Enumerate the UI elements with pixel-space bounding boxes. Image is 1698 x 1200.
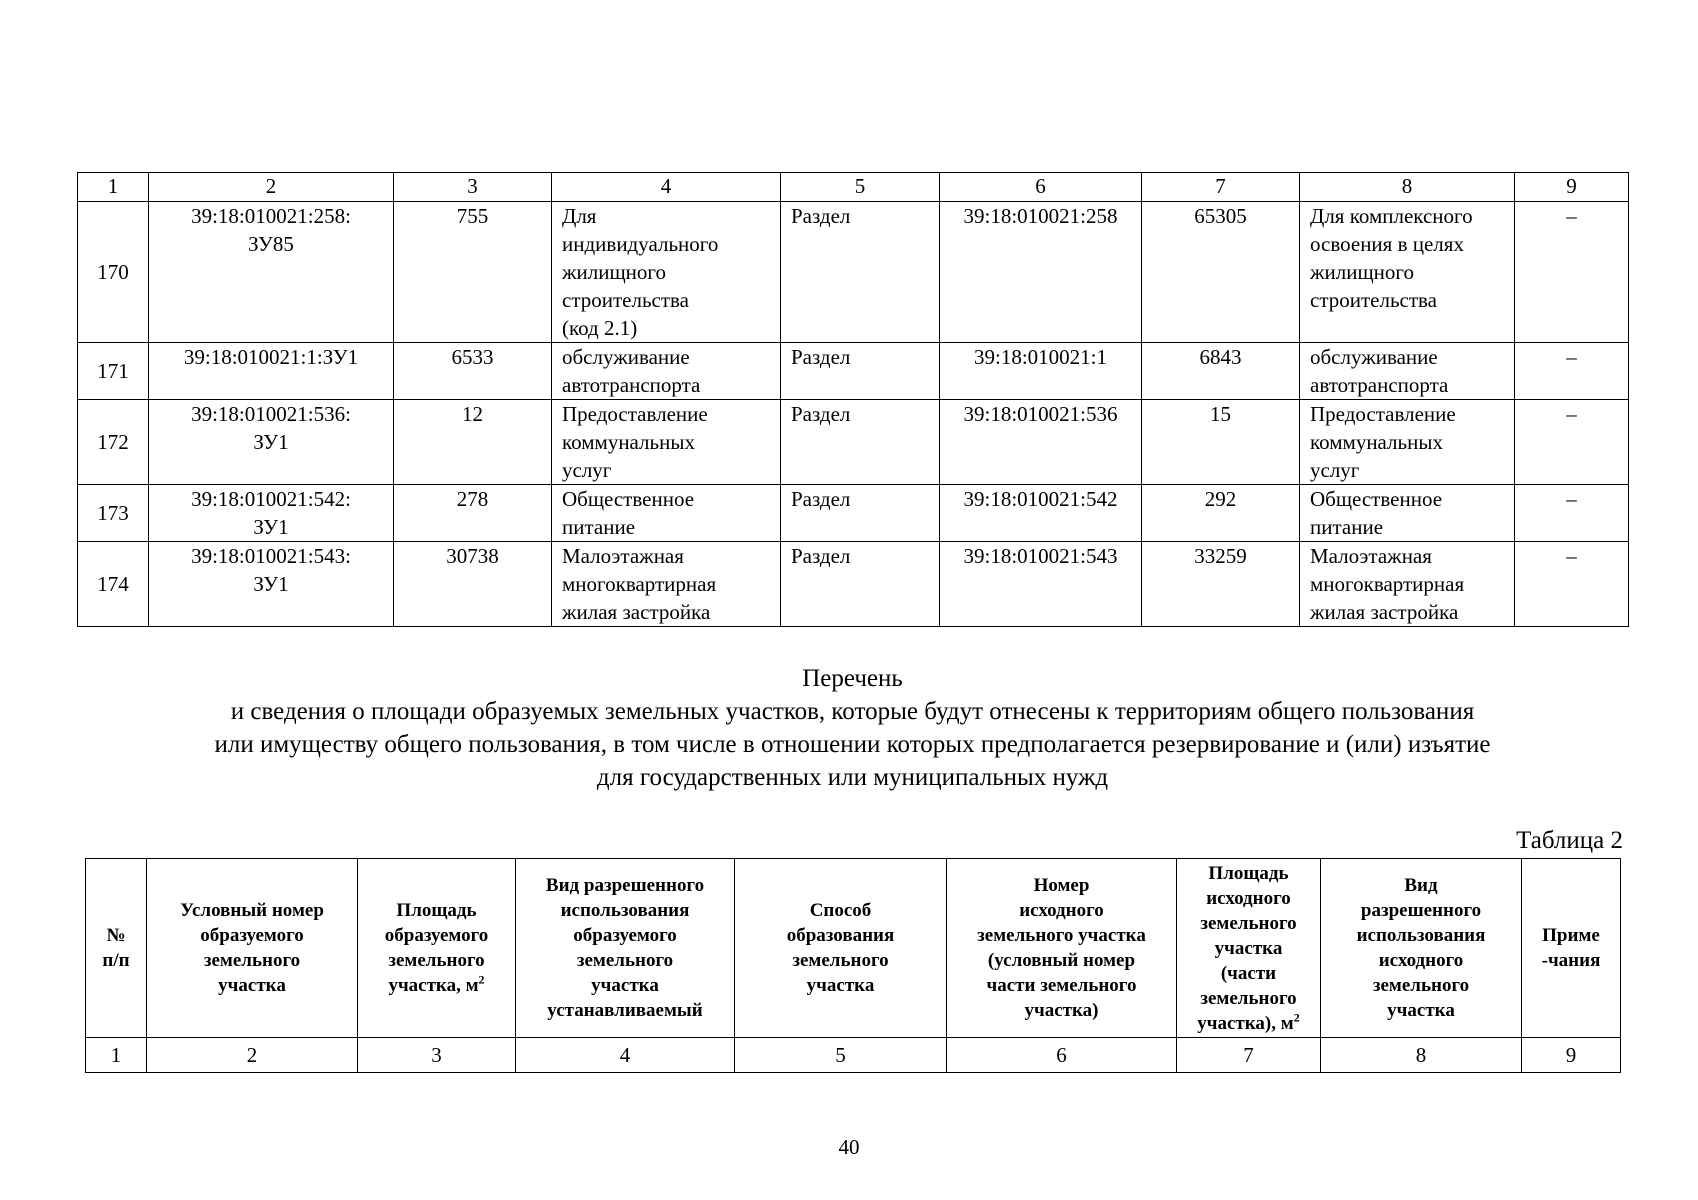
header-line (151, 898, 353, 923)
column-number: 6 (940, 173, 1142, 202)
cell-line: услуг (562, 458, 612, 482)
header-text: устанавливаемый (547, 1000, 703, 1021)
header-text: образования (786, 925, 895, 946)
header-text: Номер (1033, 875, 1090, 896)
header-line (1325, 873, 1517, 898)
column-number: 2 (147, 1038, 358, 1073)
notes: – (1515, 343, 1629, 400)
header-text: участка (1387, 1000, 1455, 1021)
header-line (739, 948, 942, 973)
cell-line: ЗУ85 (248, 232, 294, 256)
header-text: участка) (1024, 1000, 1099, 1021)
header-line (1325, 898, 1517, 923)
column-number: 7 (1142, 173, 1300, 202)
header-text: земельного (792, 950, 889, 971)
header-text: исходного (1019, 900, 1104, 921)
header-text: земельного участка (977, 925, 1146, 946)
header-line (739, 898, 942, 923)
header-text: земельного (1372, 975, 1470, 996)
cell-line: коммунальных (1310, 430, 1443, 454)
column-header (735, 859, 947, 1038)
table-row (78, 485, 1629, 542)
source-parcel-area: 65305 (1142, 202, 1300, 343)
header-text: Площадь (1208, 862, 1289, 884)
continuation-table (77, 172, 1629, 627)
area: 30738 (394, 542, 552, 627)
header-text: образуемого (384, 925, 489, 946)
header-text: -чания (1541, 950, 1601, 971)
cell-line: автотранспорта (1310, 373, 1449, 397)
header-line (90, 923, 142, 948)
cell-line: ЗУ1 (253, 430, 289, 454)
header-text: исходного (1378, 950, 1464, 971)
source-permitted-use (1300, 485, 1515, 542)
header-line (362, 973, 511, 998)
source-parcel-area: 6843 (1142, 343, 1300, 400)
header-text: участка (591, 975, 659, 996)
header-text: участка), м (1197, 1012, 1294, 1034)
row-number: 170 (78, 202, 149, 343)
header-text: исходного (1206, 887, 1291, 909)
table-label: Таблица 2 (1516, 827, 1623, 854)
header-line (1181, 936, 1316, 961)
source-permitted-use (1300, 542, 1515, 627)
column-header (1321, 859, 1522, 1038)
cell-line: Предоставление (1310, 402, 1456, 426)
header-line (1325, 998, 1517, 1023)
table-row (78, 542, 1629, 627)
cell-line: многоквартирная (1310, 572, 1465, 596)
row-number: 173 (78, 485, 149, 542)
permitted-use (552, 485, 781, 542)
column-number: 6 (947, 1038, 1177, 1073)
header-line (1526, 948, 1616, 973)
table-row (78, 202, 1629, 343)
cell-line: услуг (1310, 458, 1360, 482)
source-permitted-use (1300, 343, 1515, 400)
header-line (951, 998, 1172, 1023)
header-line (1181, 911, 1316, 936)
column-number: 1 (78, 173, 149, 202)
formation-method: Раздел (781, 485, 940, 542)
cell-line: 39:18:010021:536: (191, 402, 351, 426)
cell-line: 39:18:010021:543: (191, 544, 351, 568)
header-text: Приме (1542, 925, 1600, 946)
formation-method: Раздел (781, 400, 940, 485)
header-line (520, 948, 730, 973)
header-text: Вид разрешенного (545, 875, 705, 896)
table-row (78, 343, 1629, 400)
heading-title: Перечень (802, 665, 903, 692)
header-line (1181, 861, 1316, 886)
column-header (86, 859, 147, 1038)
formation-method: Раздел (781, 202, 940, 343)
header-text: (условный номер (987, 950, 1136, 971)
cell-line: Предоставление (562, 402, 708, 426)
cell-line: жилищного (1310, 260, 1414, 284)
notes: – (1515, 400, 1629, 485)
heading-line: или имуществу общего пользования, в том числе в отношении которых предполагается резервирование и (или) изъятие (214, 731, 1491, 758)
header-text: образуемого (573, 925, 677, 946)
list-heading (77, 662, 1628, 794)
header-text: участка, м (388, 975, 479, 996)
header-line (520, 873, 730, 898)
header-text: Вид (1404, 875, 1438, 896)
cell-line: освоения в целях (1310, 232, 1464, 256)
cell-line: жилая застройка (1310, 600, 1459, 624)
header-text: земельного (1200, 987, 1297, 1009)
header-text: № (106, 925, 126, 946)
column-number: 2 (149, 173, 394, 202)
header-line (520, 923, 730, 948)
header-line (1181, 986, 1316, 1011)
header-line (951, 898, 1172, 923)
permitted-use (552, 542, 781, 627)
header-line (151, 923, 353, 948)
heading-line: и сведения о площади образуемых земельных участков, которые будут отнесены к территориям общего пользования (230, 698, 1475, 725)
cell-line: обслуживание (1310, 345, 1438, 369)
cell-line: ЗУ1 (253, 572, 289, 596)
header-line (951, 873, 1172, 898)
source-parcel-number: 39:18:010021:258 (940, 202, 1142, 343)
header-text: земельного (1200, 912, 1297, 934)
column-number: 3 (358, 1038, 516, 1073)
header-line (1181, 886, 1316, 911)
header-text: использования (560, 900, 690, 921)
cell-line: ЗУ1 (253, 515, 289, 539)
row-number: 174 (78, 542, 149, 627)
cell-line: обслуживание (562, 345, 690, 369)
formation-method: Раздел (781, 542, 940, 627)
permitted-use (552, 400, 781, 485)
cell-line: Малоэтажная (1310, 544, 1432, 568)
cell-line: жилищного (562, 260, 666, 284)
cell-line: Общественное (1310, 487, 1443, 511)
source-parcel-number: 39:18:010021:542 (940, 485, 1142, 542)
row-number: 171 (78, 343, 149, 400)
conditional-number (149, 202, 394, 343)
table-row (78, 400, 1629, 485)
header-line (520, 998, 730, 1023)
area: 6533 (394, 343, 552, 400)
header-text: разрешенного (1360, 900, 1482, 921)
cell-line: Малоэтажная (562, 544, 684, 568)
column-number: 7 (1177, 1038, 1321, 1073)
column-number: 3 (394, 173, 552, 202)
source-parcel-number: 39:18:010021:1 (940, 343, 1142, 400)
column-header (358, 859, 516, 1038)
header-line (520, 898, 730, 923)
area: 755 (394, 202, 552, 343)
header-text: земельного (576, 950, 674, 971)
header-line (1526, 923, 1616, 948)
header-row (86, 859, 1621, 1038)
cell-line: автотранспорта (562, 373, 701, 397)
source-permitted-use (1300, 400, 1515, 485)
cell-line: жилая застройка (562, 600, 711, 624)
cell-line: Для комплексного (1310, 204, 1473, 228)
column-number: 1 (86, 1038, 147, 1073)
header-line (1325, 948, 1517, 973)
conditional-number (149, 485, 394, 542)
column-header (1177, 859, 1321, 1038)
header-text: Способ (809, 900, 872, 921)
column-header (516, 859, 735, 1038)
header-line (1325, 973, 1517, 998)
header-line (1181, 961, 1316, 986)
column-header (147, 859, 358, 1038)
row-number: 172 (78, 400, 149, 485)
conditional-number (149, 542, 394, 627)
cell-line: Общественное (562, 487, 695, 511)
header-line (362, 948, 511, 973)
column-number: 4 (516, 1038, 735, 1073)
column-header (947, 859, 1177, 1038)
column-header (1522, 859, 1621, 1038)
header-text: использования (1356, 925, 1486, 946)
cell-line: 39:18:010021:1:ЗУ1 (183, 345, 359, 369)
cell-line: 39:18:010021:258: (191, 204, 351, 228)
notes: – (1515, 485, 1629, 542)
header-text: (части (1220, 962, 1277, 984)
source-parcel-area: 292 (1142, 485, 1300, 542)
header-text: образуемого (200, 925, 304, 946)
superscript: 2 (1293, 1010, 1300, 1025)
cell-line: строительства (1310, 288, 1438, 312)
cell-line: коммунальных (562, 430, 695, 454)
header-text: участка (218, 975, 286, 996)
notes: – (1515, 202, 1629, 343)
column-number: 8 (1300, 173, 1515, 202)
column-number: 5 (781, 173, 940, 202)
header-line (951, 923, 1172, 948)
header-line (362, 898, 511, 923)
source-parcel-area: 15 (1142, 400, 1300, 485)
superscript: 2 (478, 972, 485, 987)
column-number: 9 (1522, 1038, 1621, 1073)
header-text: участка (806, 975, 875, 996)
cell-line: (код 2.1) (562, 316, 638, 340)
area: 278 (394, 485, 552, 542)
column-number-row (78, 173, 1629, 202)
source-permitted-use (1300, 202, 1515, 343)
source-parcel-number: 39:18:010021:536 (940, 400, 1142, 485)
header-line (739, 923, 942, 948)
header-text: Условный номер (180, 900, 324, 921)
header-line (951, 973, 1172, 998)
column-number: 8 (1321, 1038, 1522, 1073)
column-number: 4 (552, 173, 781, 202)
header-line (520, 973, 730, 998)
header-text: части земельного (986, 975, 1137, 996)
cell-line: многоквартирная (562, 572, 717, 596)
header-line (1325, 923, 1517, 948)
column-number: 5 (735, 1038, 947, 1073)
header-line (90, 948, 142, 973)
cell-line: индивидуального (562, 232, 719, 256)
header-line (151, 973, 353, 998)
cell-line: строительства (562, 288, 690, 312)
source-parcel-number: 39:18:010021:543 (940, 542, 1142, 627)
header-text: п/п (102, 950, 130, 971)
cell-line: питание (1310, 515, 1384, 539)
header-text: земельного (203, 950, 301, 971)
header-line (951, 948, 1172, 973)
header-text: Площадь (396, 900, 477, 921)
page-number: 40 (838, 1135, 860, 1159)
notes: – (1515, 542, 1629, 627)
cell-line: питание (562, 515, 636, 539)
formation-method: Раздел (781, 343, 940, 400)
column-number-row (86, 1038, 1621, 1073)
source-parcel-area: 33259 (1142, 542, 1300, 627)
table-2 (85, 858, 1621, 1073)
area: 12 (394, 400, 552, 485)
header-line (1181, 1011, 1316, 1036)
header-text: участка (1214, 937, 1283, 959)
permitted-use (552, 202, 781, 343)
header-line (151, 948, 353, 973)
conditional-number (149, 343, 394, 400)
heading-line: для государственных или муниципальных нужд (596, 764, 1109, 791)
header-line (739, 973, 942, 998)
cell-line: 39:18:010021:542: (191, 487, 351, 511)
cell-line: Для (562, 204, 597, 228)
header-line (362, 923, 511, 948)
header-text: земельного (388, 950, 485, 971)
column-number: 9 (1515, 173, 1629, 202)
conditional-number (149, 400, 394, 485)
permitted-use (552, 343, 781, 400)
